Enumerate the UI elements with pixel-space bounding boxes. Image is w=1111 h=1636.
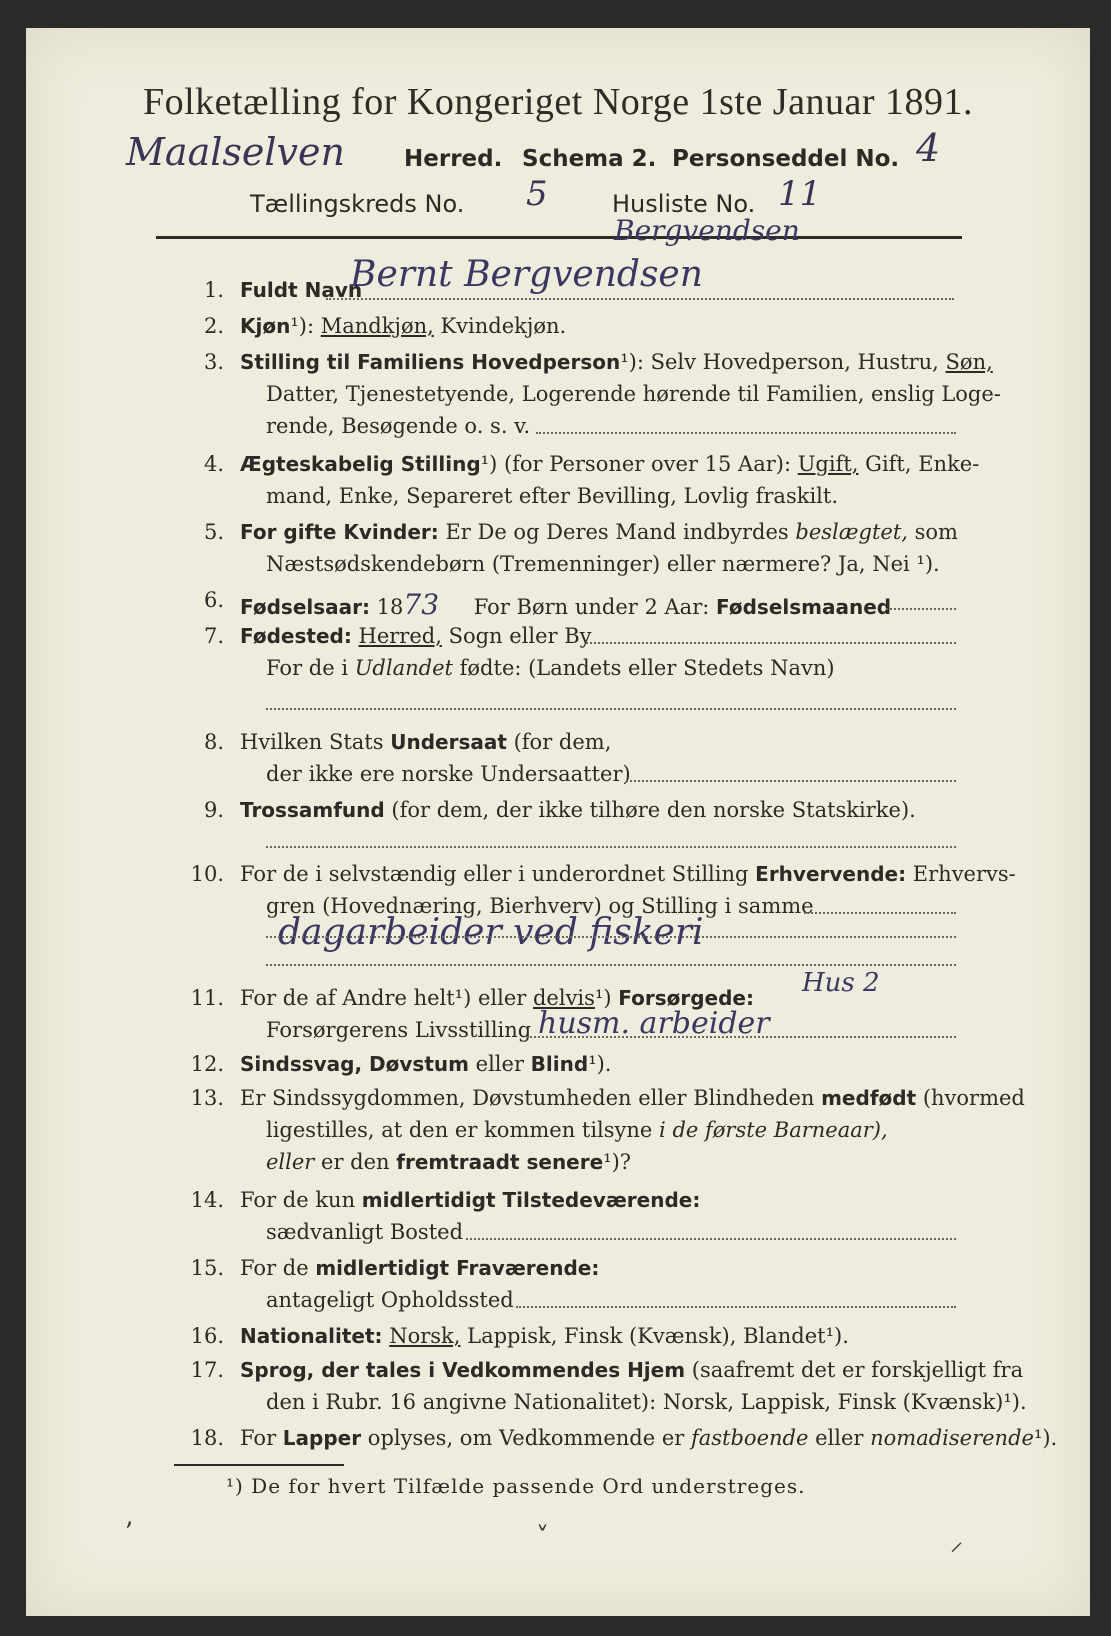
- question-text: eller: [475, 1052, 524, 1076]
- item-10-fill-line: [804, 912, 956, 914]
- selected-option: Norsk,: [389, 1324, 461, 1348]
- item-label: medfødt: [821, 1086, 917, 1110]
- item-6-fill-line: [886, 608, 956, 610]
- item-number: 14.: [190, 1188, 224, 1212]
- personseddel-number: 4: [916, 126, 941, 170]
- item-label: Undersaat: [390, 730, 507, 754]
- corner-mark: ʼ: [124, 1518, 133, 1548]
- item-label: Kjøn: [240, 314, 291, 338]
- item-10-fill-line-3: [266, 936, 956, 938]
- options: Datter, Tjenestetyende, Logerende hørende til Familien, enslig Loge-: [266, 382, 1001, 406]
- question-text: ligestilles, at den er kommen tilsyne: [266, 1118, 653, 1142]
- item-14-fill-line: [466, 1238, 956, 1240]
- item-number: 9.: [203, 798, 224, 822]
- item-label: Fødested:: [240, 624, 352, 648]
- item-number: 5.: [203, 520, 224, 544]
- header-rule: [156, 236, 962, 239]
- question-text: sædvanligt Bosted: [266, 1220, 464, 1244]
- item-number: 18.: [190, 1426, 224, 1450]
- item-label: For gifte Kvinder:: [240, 520, 439, 544]
- question-text: For de kun: [240, 1188, 356, 1212]
- item-label: Stilling til Familiens Hovedperson: [240, 350, 621, 374]
- item-label: Blind: [530, 1052, 589, 1076]
- item-number: 8.: [203, 730, 224, 754]
- item-7-fill-line: [586, 642, 956, 644]
- item-label: Sindssvag, Døvstum: [240, 1052, 469, 1076]
- item-number: 11.: [190, 986, 224, 1010]
- question-text: For de: [240, 1256, 309, 1280]
- question-text: Hvilken Stats: [240, 730, 384, 754]
- husliste-number: 11: [778, 174, 822, 214]
- item-number: 12.: [190, 1052, 224, 1076]
- supported-note-handwritten: Hus 2: [802, 968, 880, 998]
- item-label: Trossamfund: [240, 798, 385, 822]
- options: Kvindekjøn.: [433, 314, 567, 338]
- question-italic: i de første Barneaar),: [659, 1118, 888, 1142]
- husliste-label: Husliste No.: [612, 190, 756, 218]
- options: ¹) (for Personer over 15 Aar):: [480, 452, 792, 476]
- item-number: 10.: [190, 862, 224, 886]
- item-number: 7.: [203, 624, 224, 648]
- kreds-label: Tællingskreds No.: [250, 190, 465, 218]
- question-text: oplyses, om Vedkommende er: [367, 1426, 685, 1450]
- year-prefix: 18: [376, 595, 404, 619]
- question-text: For de i: [266, 656, 349, 680]
- question-italic: fastboende: [690, 1426, 809, 1450]
- census-form-page: [26, 28, 1090, 1616]
- item-number: 13.: [190, 1086, 224, 1110]
- item-label: Erhvervende:: [755, 862, 907, 886]
- occupation-handwritten: dagarbeider ved fiskeri: [278, 912, 704, 953]
- item-10-fill-line-2: [266, 964, 956, 966]
- item-11-fill-line: [526, 1036, 956, 1038]
- selected-option: delvis: [532, 986, 595, 1010]
- item-number: 3.: [203, 350, 224, 374]
- options: ¹): Selv Hovedperson, Hustru,: [620, 350, 939, 374]
- question-text: For Børn under 2 Aar:: [473, 595, 710, 619]
- item-label: midlertidigt Tilstedeværende:: [361, 1188, 701, 1212]
- item-number: 1.: [203, 278, 224, 302]
- question-text: Er Sindssygdommen, Døvstumheden eller Blindheden: [240, 1086, 815, 1110]
- question-italic: eller: [266, 1150, 315, 1174]
- item-label: Fuldt Navn: [240, 278, 363, 302]
- question-text: fødte: (Landets eller Stedets Navn): [459, 656, 835, 680]
- options: Sogn eller By: [448, 624, 592, 648]
- selected-option: Søn,: [945, 350, 993, 374]
- selected-option: Mandkjøn,: [320, 314, 434, 338]
- personseddel-label: Personseddel No.: [672, 146, 900, 172]
- question-text: Er De og Deres Mand indbyrdes: [445, 520, 789, 544]
- schema-label: Schema 2.: [522, 146, 657, 172]
- question-text: (for dem, der ikke tilhøre den norske Statskirke).: [391, 798, 916, 822]
- question-text: For de i selvstændig eller i underordnet Stilling: [240, 862, 749, 886]
- question-text: (saafremt det er forskjelligt fra: [691, 1358, 1024, 1382]
- item-label: Nationalitet:: [240, 1324, 383, 1348]
- item-9-fill-line: [266, 846, 956, 848]
- item-label: Ægteskabelig Stilling: [240, 452, 481, 476]
- question-text: antageligt Opholdssted: [266, 1288, 514, 1312]
- selected-option: Herred,: [358, 624, 442, 648]
- item-label: Forsørgede:: [618, 986, 754, 1010]
- item-label: midlertidigt Fraværende:: [315, 1256, 600, 1280]
- item-number: 6.: [203, 588, 224, 612]
- item-label: Fødselsaar:: [240, 595, 370, 619]
- question-text: eller: [815, 1426, 864, 1450]
- footnote-ref: ¹).: [1033, 1426, 1058, 1450]
- item-number: 17.: [190, 1358, 224, 1382]
- item-sublabel: Fødselsmaaned: [716, 595, 892, 619]
- item-number: 16.: [190, 1324, 224, 1348]
- item-label: Sprog, der tales i Vedkommendes Hjem: [240, 1358, 686, 1382]
- item-label: fremtraadt senere: [396, 1150, 604, 1174]
- question-italic: Udlandet: [354, 656, 453, 680]
- question-text: (hvormed: [922, 1086, 1025, 1110]
- name-correction-handwritten: Bergvendsen: [614, 214, 800, 247]
- item-15-fill-line: [516, 1306, 956, 1308]
- full-name-handwritten: Bernt Bergvendsen: [350, 254, 703, 295]
- options: Gift, Enke-: [865, 452, 980, 476]
- item-label: Lapper: [282, 1426, 362, 1450]
- item-number: 15.: [190, 1256, 224, 1280]
- footnote-ref: ¹)?: [603, 1150, 632, 1174]
- question-text: der ikke ere norske Undersaatter): [266, 762, 631, 786]
- item-8-fill-line: [626, 780, 956, 782]
- options: rende, Besøgende o. s. v.: [266, 414, 531, 438]
- footnote-ref: ¹): [594, 986, 612, 1010]
- question-text: gren (Hovednæring, Bierhverv) og Stilling i samme: [266, 894, 814, 918]
- herred-label: Herred.: [404, 146, 503, 172]
- item-7-fill-line-2: [266, 708, 956, 710]
- kreds-number: 5: [526, 174, 548, 214]
- footnote-ref: ¹).: [588, 1052, 612, 1076]
- question-text: som: [914, 520, 958, 544]
- footnote-ref: ¹):: [290, 314, 315, 338]
- options: Lappisk, Finsk (Kvænsk), Blandet¹).: [467, 1324, 849, 1348]
- item-3-fill-line: [536, 432, 956, 434]
- question-text: Erhvervs-: [912, 862, 1016, 886]
- corner-mark: ˅: [536, 1522, 549, 1552]
- question-text: Forsørgerens Livsstilling: [266, 1018, 532, 1042]
- item-number: 4.: [203, 452, 224, 476]
- corner-mark: ⸝: [950, 1527, 964, 1557]
- footnote-rule: [174, 1464, 344, 1466]
- provider-occupation-handwritten: husm. arbeider: [538, 1006, 770, 1041]
- birth-year-handwritten: 73: [403, 588, 440, 621]
- selected-option: Ugift,: [797, 452, 859, 476]
- options: mand, Enke, Separeret efter Bevilling, Lovlig fraskilt.: [266, 484, 839, 508]
- question-italic: beslægtet,: [795, 520, 908, 544]
- question-text: den i Rubr. 16 angivne Nationalitet): Norsk, Lappisk, Finsk (Kvænsk)¹).: [266, 1390, 1027, 1414]
- question-text: Næstsødskendebørn (Tremenninger) eller nærmere? Ja, Nei ¹).: [266, 552, 940, 576]
- question-text: er den: [321, 1150, 390, 1174]
- herred-handwritten: Maalselven: [126, 130, 345, 174]
- question-text: (for dem,: [513, 730, 612, 754]
- question-italic: nomadiserende: [870, 1426, 1034, 1450]
- question-text: For: [240, 1426, 277, 1450]
- item-number: 2.: [203, 314, 224, 338]
- form-title: Folketælling for Kongeriget Norge 1ste Januar 1891.: [142, 81, 974, 123]
- question-text: For de af Andre helt¹) eller: [240, 986, 527, 1010]
- name-fill-line: [326, 298, 954, 300]
- footnote: ¹) De for hvert Tilfælde passende Ord understreges.: [226, 1474, 806, 1498]
